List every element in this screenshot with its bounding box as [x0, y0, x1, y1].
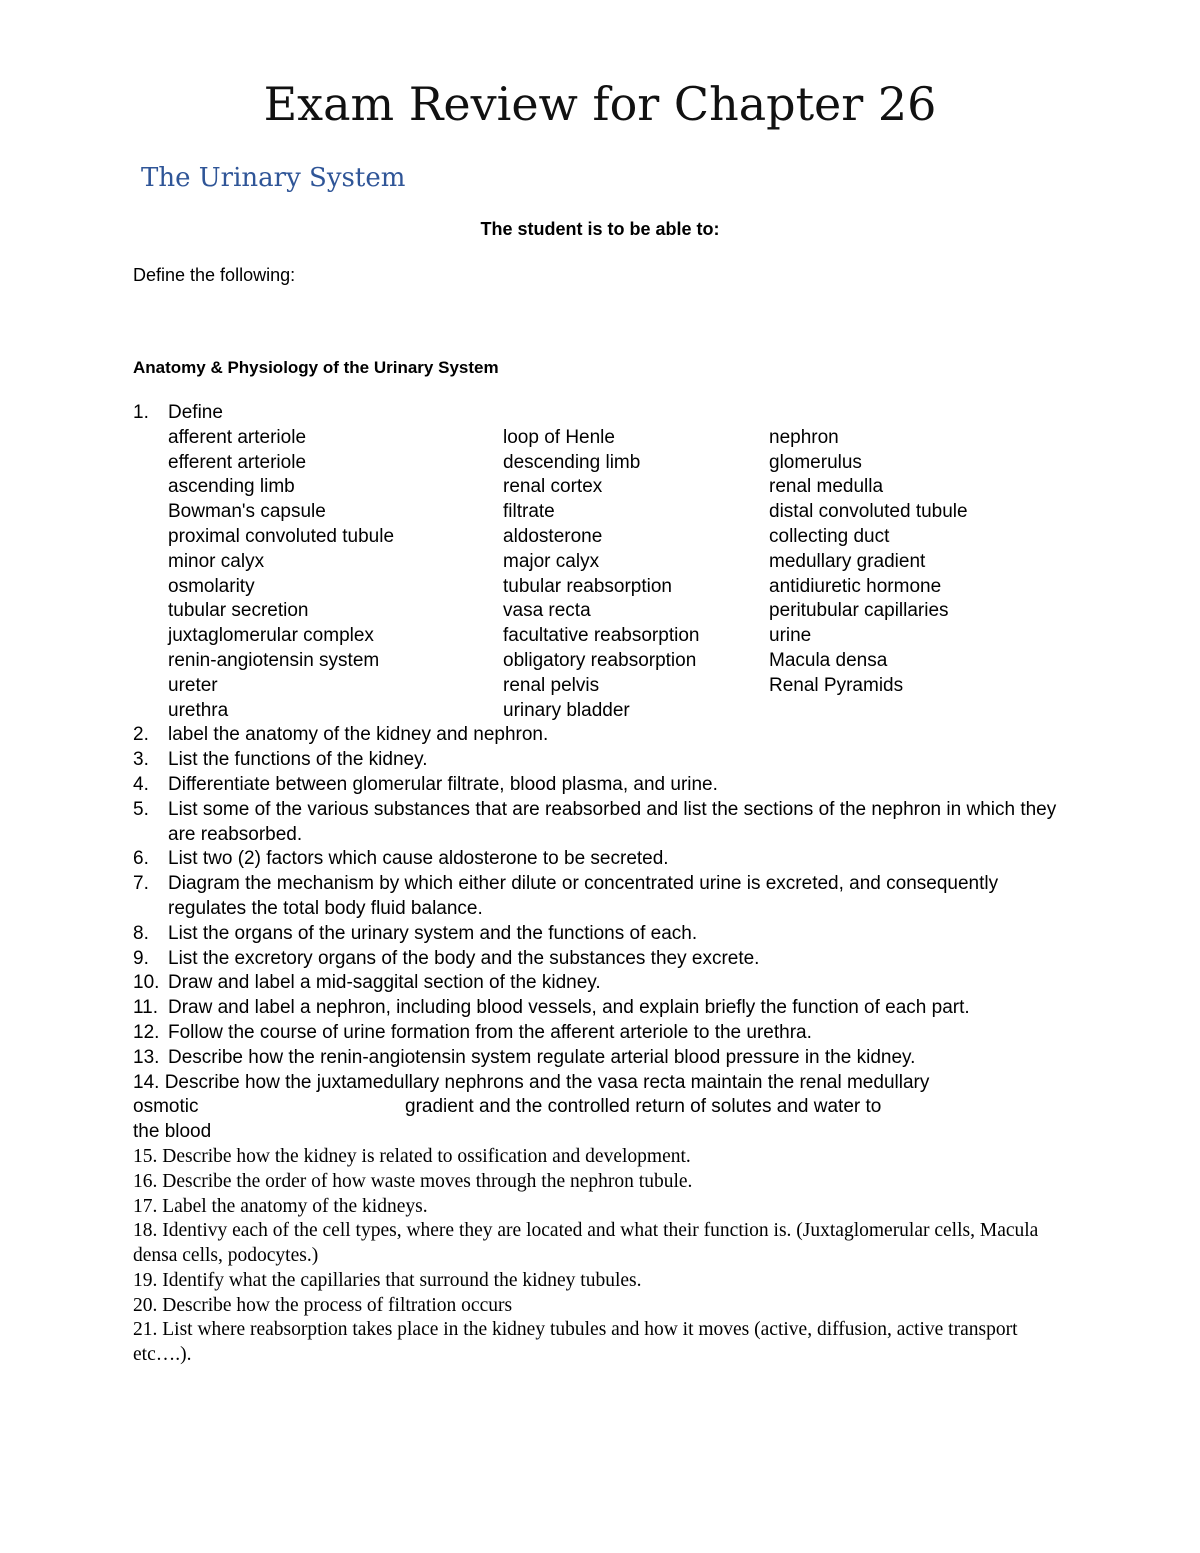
- item-number: 18.: [133, 1220, 158, 1242]
- serif-items: [133, 1145, 1063, 1368]
- item-text: List some of the various substances that are reabsorbed and list the sections of the nephron in which they are reabsorbed.: [168, 798, 1057, 845]
- section-heading: Anatomy & Physiology of the Urinary System: [133, 358, 499, 377]
- define-terms-grid: [168, 426, 1063, 724]
- item-number: 7.: [133, 873, 149, 895]
- item-number: 14.: [133, 1071, 160, 1093]
- item-number: 1.: [133, 402, 149, 423]
- item-number: 13.: [133, 1046, 160, 1068]
- item-number: 11.: [133, 997, 159, 1019]
- item-number: 8.: [133, 922, 149, 944]
- define-term: tubular secretion: [168, 600, 309, 622]
- item-text: Describe how the kidney is related to ossification and development.: [162, 1145, 691, 1167]
- define-term: Bowman's capsule: [168, 501, 326, 523]
- item-text: Define: [168, 402, 223, 423]
- define-term: major calyx: [503, 550, 600, 572]
- define-term: ureter: [168, 674, 218, 696]
- item-text: List two (2) factors which cause aldosterone to be secreted.: [168, 848, 669, 870]
- item-text: List the excretory organs of the body and the substances they excrete.: [168, 947, 760, 969]
- list-item: [133, 748, 1063, 773]
- define-term: collecting duct: [769, 525, 890, 547]
- define-following-text: Define the following:: [133, 265, 296, 285]
- list-item: [133, 1170, 1063, 1195]
- item-text: Describe the order of how waste moves through the nephron tubule.: [162, 1170, 693, 1192]
- item-number: 6.: [133, 848, 149, 870]
- item-number: 9.: [133, 947, 149, 969]
- list-item: [133, 1145, 1063, 1170]
- define-term: afferent arteriole: [168, 426, 307, 448]
- item-text: Describe how the renin-angiotensin system regulate arterial blood pressure in the kidney.: [168, 1046, 916, 1068]
- define-term: osmolarity: [168, 575, 255, 597]
- item-text: Draw and label a mid-saggital section of the kidney.: [168, 972, 601, 994]
- define-term: glomerulus: [769, 451, 862, 473]
- list-item: [133, 1318, 1063, 1368]
- list-item-14: [133, 1071, 1063, 1145]
- item-text: Describe how the process of filtration occurs: [162, 1294, 513, 1316]
- define-term: renal cortex: [503, 476, 603, 498]
- item-text-line1: Describe how the juxtamedullary nephrons and the vasa recta maintain the renal medullary: [164, 1071, 930, 1093]
- define-term: aldosterone: [503, 525, 603, 547]
- list-item: [133, 996, 1063, 1021]
- intro-text: The student is to be able to:: [480, 219, 720, 239]
- list-item: [133, 872, 1063, 922]
- define-term: distal convoluted tubule: [769, 501, 968, 523]
- item-text: Draw and label a nephron, including blood vessels, and explain briefly the function of each part.: [168, 997, 970, 1019]
- define-term: urine: [769, 625, 812, 647]
- page-subtitle: The Urinary System: [141, 163, 406, 193]
- define-term: [769, 699, 1049, 724]
- define-term: obligatory reabsorption: [503, 649, 697, 671]
- define-term: proximal convoluted tubule: [168, 525, 395, 547]
- define-term: loop of Henle: [503, 426, 615, 448]
- list-item: [133, 847, 1063, 872]
- item-number: 5.: [133, 798, 149, 820]
- list-item: [133, 798, 1063, 848]
- item-text: Follow the course of urine formation from the afferent arteriole to the urethra.: [168, 1021, 812, 1043]
- review-list: [133, 401, 1063, 1368]
- define-term: antidiuretic hormone: [769, 575, 942, 597]
- list-item: [133, 1021, 1063, 1046]
- item-number: 17.: [133, 1195, 158, 1217]
- item-text-line2a: osmotic: [133, 1096, 199, 1118]
- item-number: 3.: [133, 749, 149, 771]
- item-number: 10.: [133, 972, 160, 994]
- define-term: nephron: [769, 426, 839, 448]
- item-number: 15.: [133, 1145, 158, 1167]
- list-item: [133, 1294, 1063, 1319]
- define-term: facultative reabsorption: [503, 625, 700, 647]
- item-text: Identivy each of the cell types, where they are located and what their function is. (Juxtaglomerular cells, Macula densa cells, podocytes.): [133, 1220, 1039, 1267]
- define-term: Macula densa: [769, 649, 888, 671]
- list-item: [133, 971, 1063, 996]
- define-term: renin-angiotensin system: [168, 649, 380, 671]
- define-term: renal medulla: [769, 476, 884, 498]
- define-term: juxtaglomerular complex: [168, 625, 374, 647]
- item-number: 12.: [133, 1021, 160, 1043]
- list-item: [133, 947, 1063, 972]
- item-text-line2b: gradient and the controlled return of solutes and water to: [405, 1096, 882, 1118]
- item-text: label the anatomy of the kidney and nephron.: [168, 724, 549, 746]
- define-term: peritubular capillaries: [769, 600, 949, 622]
- define-term: medullary gradient: [769, 550, 926, 572]
- list-item: [133, 1219, 1063, 1269]
- list-item-1: [133, 401, 1063, 426]
- item-number: 16.: [133, 1170, 158, 1192]
- item-number: 2.: [133, 724, 149, 746]
- list-item: [133, 922, 1063, 947]
- define-term: tubular reabsorption: [503, 575, 672, 597]
- item-number: 21.: [133, 1319, 158, 1341]
- item-text: Differentiate between glomerular filtrate, blood plasma, and urine.: [168, 773, 718, 795]
- define-term: descending limb: [503, 451, 641, 473]
- list-item: [133, 1046, 1063, 1071]
- list-item: [133, 1269, 1063, 1294]
- define-term: Renal Pyramids: [769, 674, 904, 696]
- item-number: 19.: [133, 1269, 158, 1291]
- define-term: filtrate: [503, 501, 555, 523]
- define-term: vasa recta: [503, 600, 591, 622]
- define-term: efferent arteriole: [168, 451, 307, 473]
- item-number: 20.: [133, 1294, 158, 1316]
- item-text: Identify what the capillaries that surround the kidney tubules.: [162, 1269, 642, 1291]
- define-term: urinary bladder: [503, 699, 630, 721]
- list-item: [133, 773, 1063, 798]
- item-number: 4.: [133, 773, 149, 795]
- sans-items: [133, 723, 1063, 1070]
- item-text: Diagram the mechanism by which either dilute or concentrated urine is excreted, and consequently regulates the total body fluid balance.: [168, 873, 999, 919]
- item-text: List the functions of the kidney.: [168, 749, 428, 771]
- item-text: Label the anatomy of the kidneys.: [162, 1195, 428, 1217]
- page-title: Exam Review for Chapter 26: [263, 77, 937, 131]
- item-text: List where reabsorption takes place in the kidney tubules and how it moves (active, diffusion, active transport etc….).: [133, 1319, 1018, 1366]
- item-text: List the organs of the urinary system and the functions of each.: [168, 922, 698, 944]
- list-item: [133, 723, 1063, 748]
- define-term: urethra: [168, 699, 229, 721]
- define-term: ascending limb: [168, 476, 295, 498]
- define-term: minor calyx: [168, 550, 265, 572]
- item-text-line3: the blood: [133, 1121, 212, 1143]
- list-item: [133, 1195, 1063, 1220]
- define-term: renal pelvis: [503, 674, 600, 696]
